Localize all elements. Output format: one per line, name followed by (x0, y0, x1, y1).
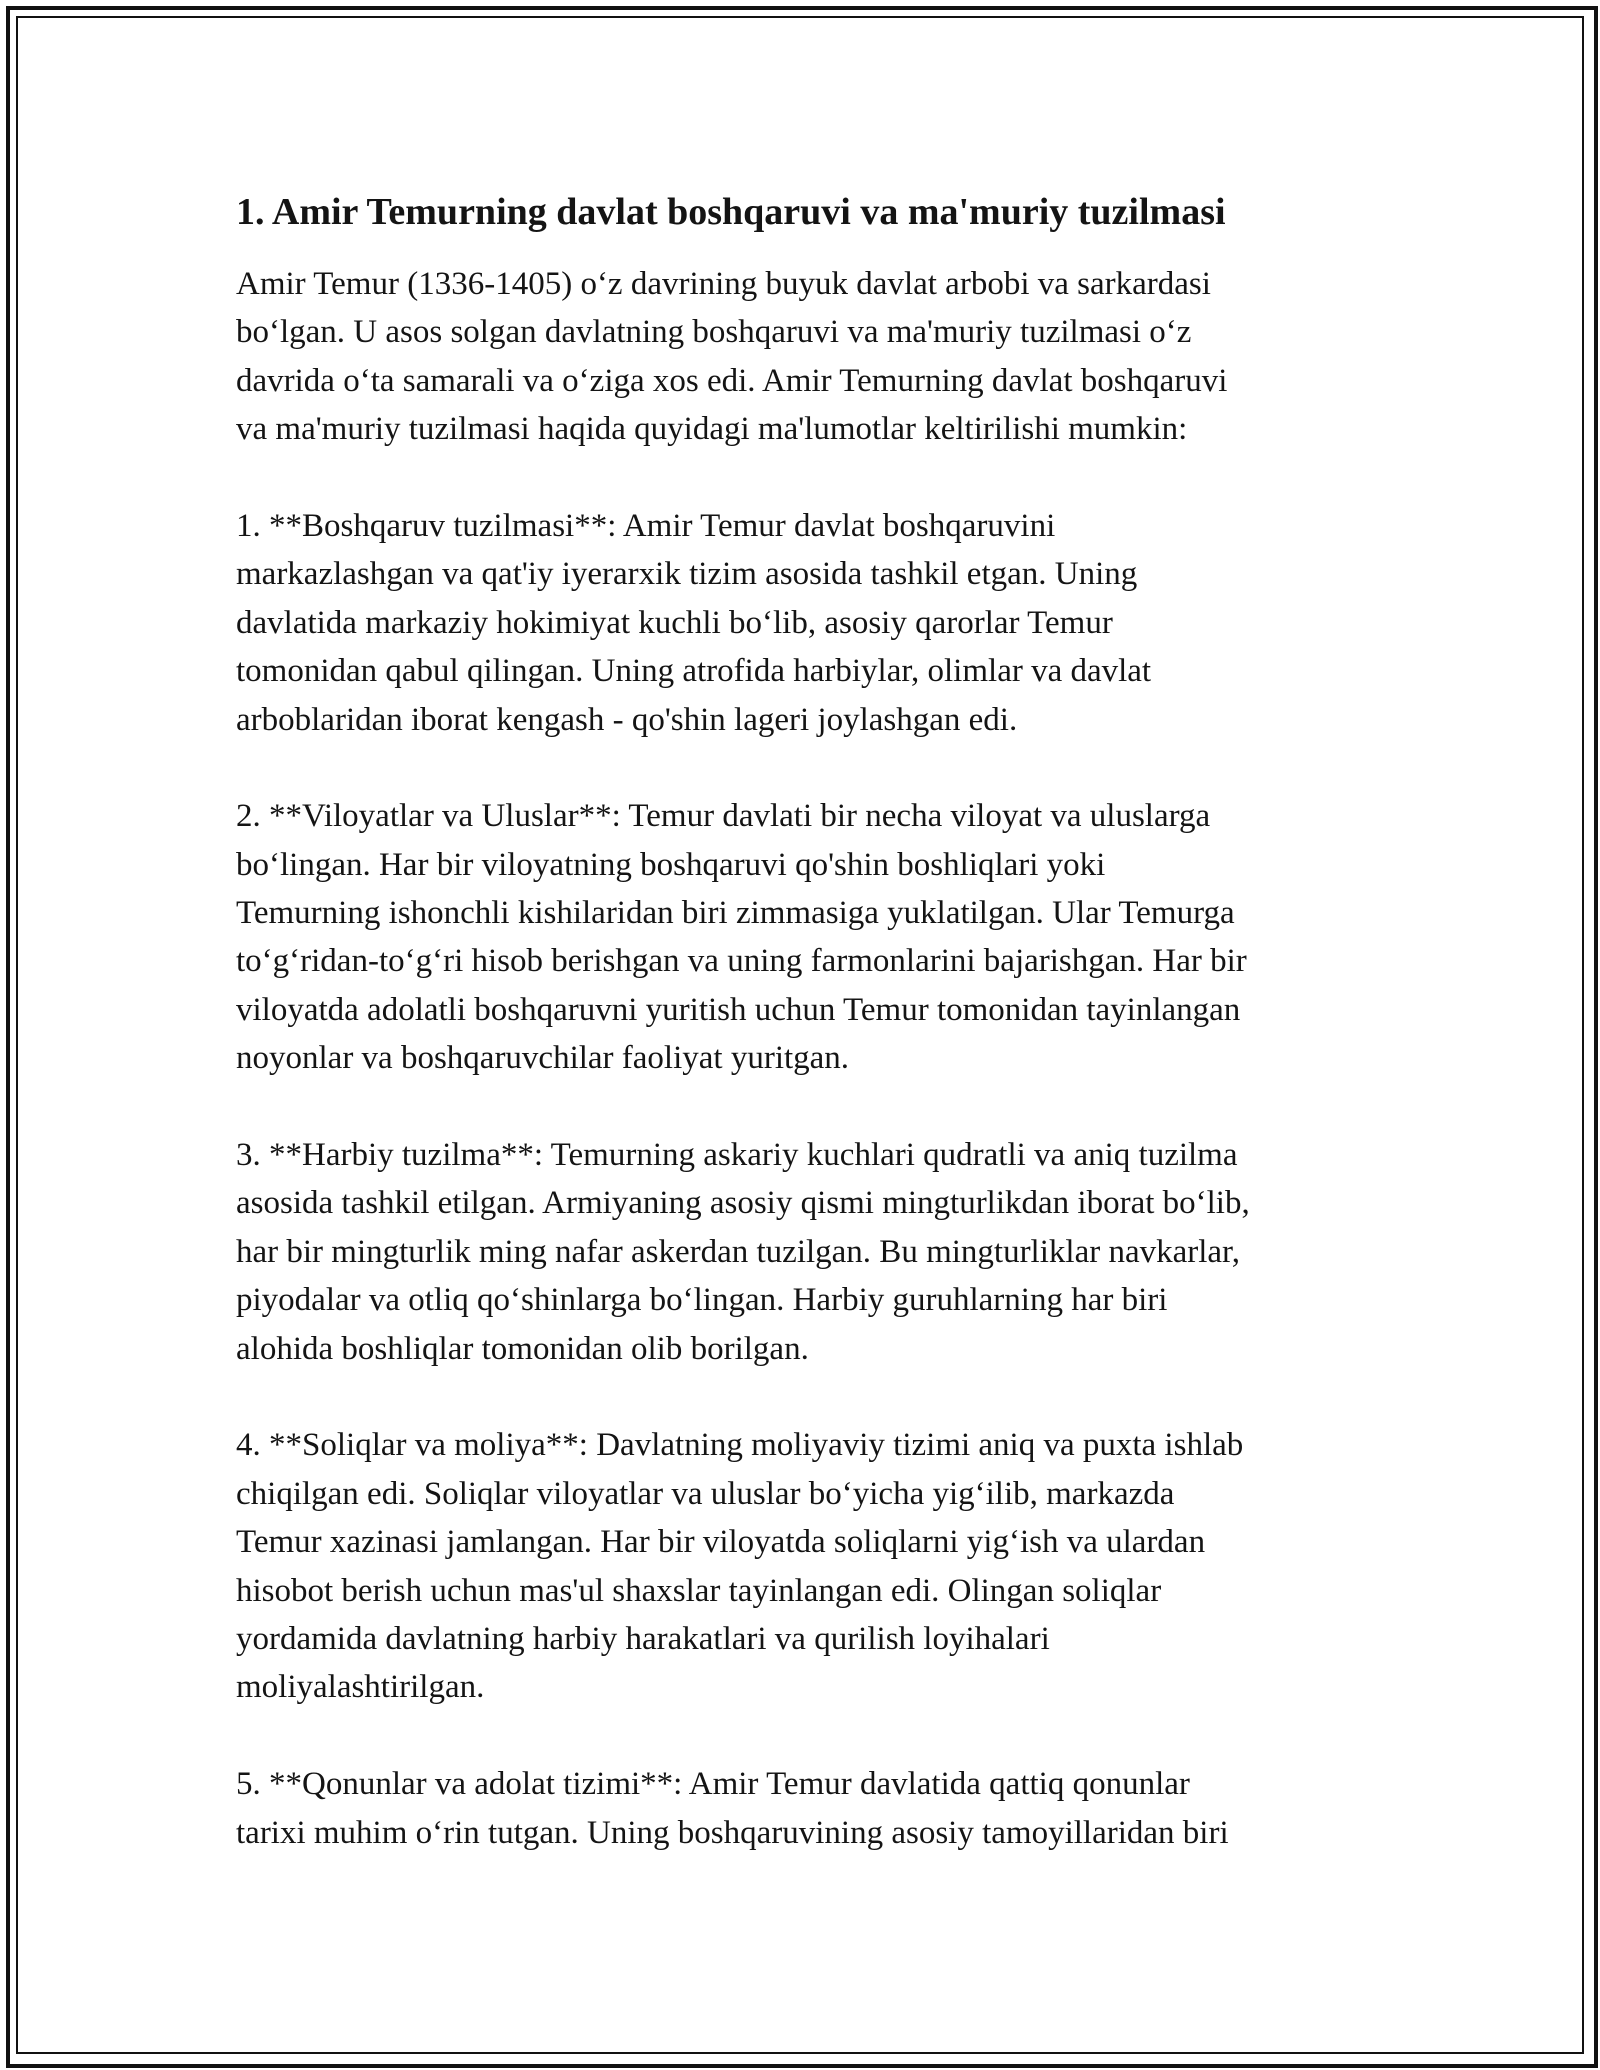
text-line: Temurning ishonchli kishilaridan biri zimmasiga yuklatilgan. Ular Temurga (236, 895, 1235, 932)
text-line: tarixi muhim o‘rin tutgan. Uning boshqaruvining asosiy tamoyillaridan biri (236, 1814, 1229, 1851)
text-line: 5. **Qonunlar va adolat tizimi**: Amir Temur davlatida qattiq qonunlar (236, 1766, 1190, 1803)
text-line: davlatida markaziy hokimiyat kuchli bo‘lib, asosiy qarorlar Temur (236, 604, 1113, 641)
document-body (236, 186, 1386, 1857)
text-line: Amir Temur (1336-1405) o‘z davrining buyuk davlat arbobi va sarkardasi (236, 266, 1211, 302)
section-viloyatlar-va-uluslar (236, 792, 1386, 1082)
intro-paragraph (236, 260, 1386, 454)
text-line: moliyalashtirilgan. (236, 1669, 485, 1706)
text-line: 2. **Viloyatlar va Uluslar**: Temur davlati bir necha viloyat va uluslarga (236, 798, 1211, 835)
text-line: bo‘lgan. U asos solgan davlatning boshqaruvi va ma'muriy tuzilmasi o‘z (236, 314, 1192, 351)
text-line: 4. **Soliqlar va moliya**: Davlatning moliyaviy tizimi aniq va puxta ishlab (236, 1427, 1244, 1464)
text-line: hisobot berish uchun mas'ul shaxslar tayinlangan edi. Olingan soliqlar (236, 1572, 1162, 1609)
section-soliqlar-va-moliya (236, 1421, 1386, 1711)
text-line: asosida tashkil etilgan. Armiyaning asosiy qismi mingturlikdan iborat bo‘lib, (236, 1185, 1250, 1222)
text-line: markazlashgan va qat'iy iyerarxik tizim asosida tashkil etgan. Uning (236, 556, 1138, 593)
section-harbiy-tuzilma (236, 1131, 1386, 1373)
text-line: arboblaridan iborat kengash - qo'shin lageri joylashgan edi. (236, 701, 1018, 738)
text-line: bo‘lingan. Har bir viloyatning boshqaruvi qo'shin boshliqlari yoki (236, 846, 1106, 883)
text-line: 1. **Boshqaruv tuzilmasi**: Amir Temur davlat boshqaruvini (236, 507, 1056, 544)
section-qonunlar-va-adolat-tizimi (236, 1760, 1386, 1857)
text-line: Temur xazinasi jamlangan. Har bir viloyatda soliqlarni yig‘ish va ulardan (236, 1524, 1206, 1561)
text-line: tomonidan qabul qilingan. Uning atrofida harbiylar, olimlar va davlat (236, 653, 1152, 690)
text-line: har bir mingturlik ming nafar askerdan tuzilgan. Bu mingturliklar navkarlar, (236, 1233, 1240, 1270)
text-line: piyodalar va otliq qo‘shinlarga bo‘lingan. Harbiy guruhlarning har biri (236, 1282, 1168, 1319)
section-boshqaruv-tuzilmasi (236, 502, 1386, 744)
text-line: davrida o‘ta samarali va o‘ziga xos edi. Amir Temurning davlat boshqaruvi (236, 362, 1228, 399)
text-line: yordamida davlatning harbiy harakatlari va qurilish loyihalari (236, 1620, 1050, 1657)
text-line: chiqilgan edi. Soliqlar viloyatlar va uluslar bo‘yicha yig‘ilib, markazda (236, 1475, 1175, 1512)
text-line: va ma'muriy tuzilmasi haqida quyidagi ma'lumotlar keltirilishi mumkin: (236, 411, 1188, 448)
text-line: noyonlar va boshqaruvchilar faoliyat yuritgan. (236, 1040, 850, 1077)
text-line: viloyatda adolatli boshqaruvni yuritish uchun Temur tomonidan tayinlangan (236, 991, 1241, 1028)
text-line: to‘g‘ridan-to‘g‘ri hisob berishgan va uning farmonlarini bajarishgan. Har bir (236, 943, 1247, 980)
text-line: 3. **Harbiy tuzilma**: Temurning askariy kuchlari qudratli va aniq tuzilma (236, 1137, 1238, 1174)
text-line: alohida boshliqlar tomonidan olib borilgan. (236, 1330, 809, 1367)
document-title: 1. Amir Temurning davlat boshqaruvi va ma'muriy tuzilmasi (236, 191, 1226, 233)
